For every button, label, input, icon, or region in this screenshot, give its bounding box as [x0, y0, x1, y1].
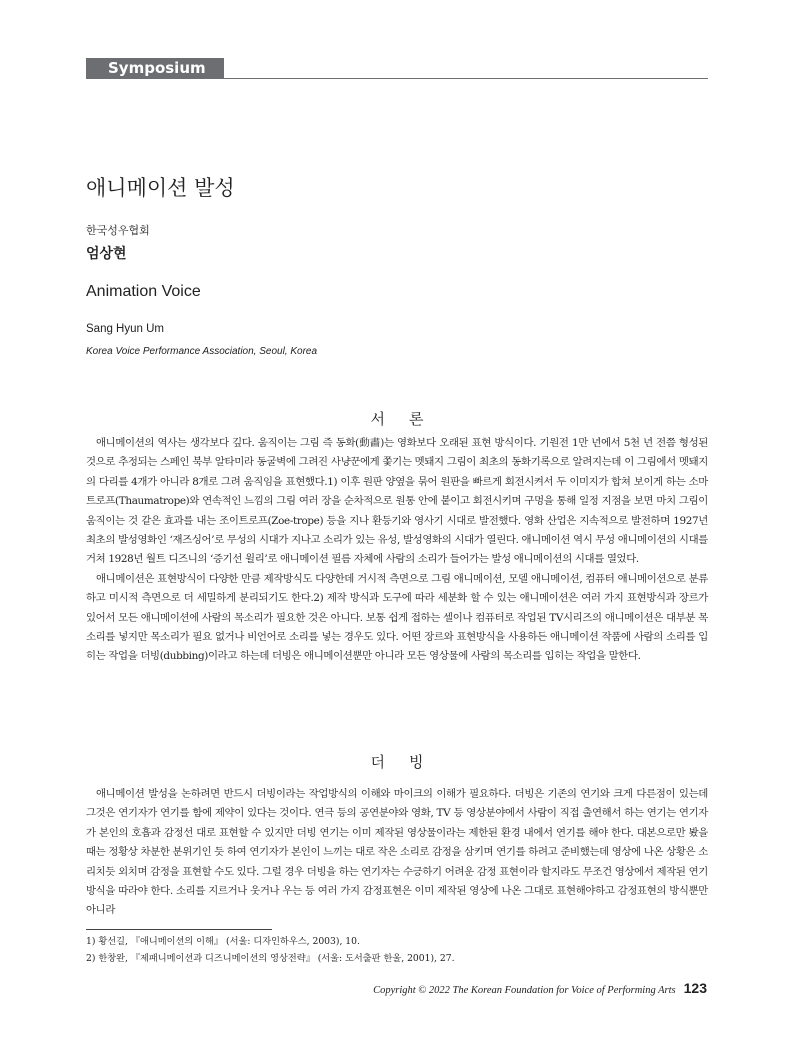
copyright-notice: Copyright © 2022 The Korean Foundation for Voice of Performing Arts: [373, 985, 676, 996]
header-rule: [224, 78, 708, 79]
body-paragraph: 애니메이션은 표현방식이 다양한 만큼 제작방식도 다양한데 거시적 측면으로 그림 애니메이션, 모델 애니메이션, 컴퓨터 애니메이션으로 분류하고 미시적 측면으로 더 세밀하게 분리되기도 한다.2) 제작 방식과 도구에 따라 세분화 할 수 있는 애니메이션은 여러 가지 표현방식과 장르가 있어서 모든 애니메이션에 사람의 목소리가 필요한 것은 아니다. 보통 쉽게 접하는 셀이나 컴퓨터로 작업된 TV시리즈의 애니메이션은 대부분 목소리를 넣지만 목소리가 필요 없거나 비언어로 소리를 넣는 경우도 있다. 어떤 장르와 표현방식을 사용하든 애니메이션 작품에 사람의 소리를 입히는 작업을 더빙(dubbing)이라고 하는데 더빙은 애니메이션뿐만 아니라 모든 영상물에 사람의 목소리를 입히는 작업을 말한다.: [86, 572, 708, 663]
author-name-ko: 엄상현: [86, 246, 127, 262]
article-title-en: Animation Voice: [86, 283, 201, 300]
footnote-1: 1) 황선길, 『애니메이션의 이해』 (서울: 디자인하우스, 2003), 10.: [86, 936, 360, 947]
affiliation-ko: 한국성우협회: [86, 224, 150, 237]
footnote-2: 2) 한창완, 『제패니메이션과 디즈니메이션의 영상전략』 (서울: 도서출판 한울, 2001), 27.: [86, 953, 455, 964]
body-paragraph: 애니메이션의 역사는 생각보다 깊다. 움직이는 그림 즉 동화(動畵)는 영화보다 오래된 표현 방식이다. 기원전 1만 년에서 5천 년 전쯤 형성된 것으로 추정되는 스페인 북부 알타미라 동굴벽에 그려진 사냥꾼에게 쫓기는 멧돼지 그림이 최초의 동화기록으로 알려지는데 이 그림에서 멧돼지의 다리를 4개가 아니라 8개로 그려 움직임을 표현했다.1) 이후 원판 양옆을 묶어 원판을 빠르게 회전시켜서 두 이미지가 합쳐 보이게 하는 소마트로프(Thaumatrope)와 연속적인 느낌의 그림 여러 장을 순차적으로 원통 안에 붙이고 회전시키며 구멍을 통해 일정 지점을 보면 마치 그림이 움직이는 것 같은 효과를 내는 조이트로프(Zoe-trope) 등을 지나 환등기와 영사기 시대로 발전했다. 영화 산업은 지속적으로 발전하며 1927년 최초의 발성영화인 ‘재즈싱어’로 무성의 시대가 지나고 소리가 있는 유성, 발성영화의 시대가 열린다. 애니메이션 역시 무성 애니메이션의 시대를 거쳐 1928년 월트 디즈니의 ‘증기선 윌리’로 애니메이션 필름 자체에 사람의 소리가 들어가는 발성 애니메이션의 시대를 열었다.: [86, 437, 708, 566]
section-heading-intro: 서론: [370, 410, 448, 428]
page-footer: [373, 980, 707, 998]
footnotes: [86, 933, 455, 967]
footnote-rule: [86, 929, 272, 930]
section-body-intro: [86, 434, 708, 667]
section-label: Symposium: [86, 58, 224, 79]
affiliation-en: Korea Voice Performance Association, Seoul, Korea: [86, 346, 318, 357]
page-number: 123: [683, 980, 707, 996]
body-paragraph: 애니메이션 발성을 논하려면 반드시 더빙이라는 작업방식의 이해와 마이크의 이해가 필요하다. 더빙은 기존의 연기와 크게 다른점이 있는데 그것은 연기자가 연기를 함에 제약이 있다는 것이다. 연극 등의 공연분야와 영화, TV 등 영상분야에서 사람이 직접 출연해서 하는 연기는 연기자가 본인의 호흡과 감정선 대로 표현할 수 있지만 더빙 연기는 이미 제작된 영상물이라는 제한된 환경 내에서 연기를 해야 한다. 대본으로만 봤을 때는 정황상 차분한 분위기인 듯 하여 연기자가 본인이 느끼는 대로 작은 소리로 감정을 삼키며 연기를 하려고 준비했는데 영상에 나온 상황은 소리치듯 외치며 감정을 표현할 수도 있다. 그럴 경우 더빙을 하는 연기자는 수긍하기 어려운 감정 표현이라 할지라도 무조건 영상에서 제작된 연기방식을 따라야 한다. 소리를 지르거나 웃거나 우는 등 여러 가지 감정표현은 이미 제작된 영상에 나온 그대로 표현해야하고 감정표현의 방식뿐만 아니라: [86, 788, 708, 917]
section-body-dubbing: [86, 785, 708, 921]
author-name-en: Sang Hyun Um: [86, 323, 164, 335]
running-header: [86, 58, 708, 80]
article-title-ko: 애니메이션 발성: [86, 176, 235, 200]
section-heading-dubbing: 더빙: [370, 753, 448, 771]
